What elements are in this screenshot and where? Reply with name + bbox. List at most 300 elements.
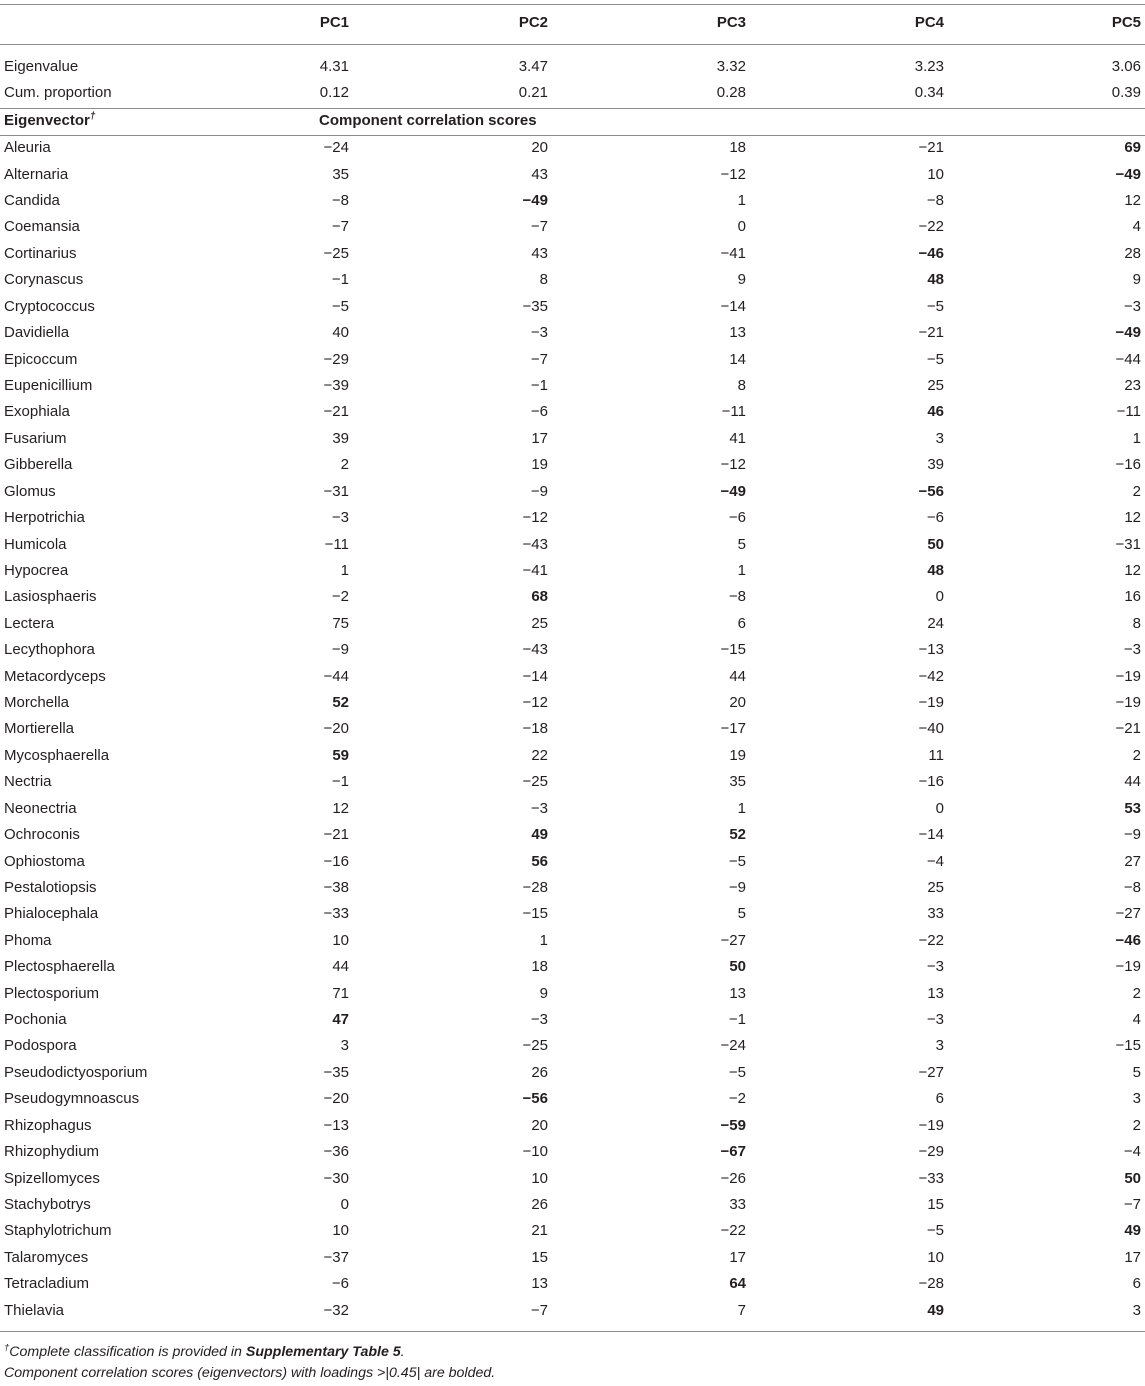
row-label: Morchella [4,694,70,712]
cell-pc5: −8 [1123,878,1141,896]
cell-pc4: 10 [927,1248,944,1266]
cell-pc1: 44 [332,958,349,976]
table-row [0,1007,1145,1033]
cell-pc4: −19 [918,694,944,712]
table-row [0,875,1145,901]
cell-pc3: −9 [728,878,746,896]
cell-pc5: −31 [1115,535,1141,553]
cell-pc1: 0 [340,1196,349,1213]
cell-pc4: −29 [918,1143,944,1161]
table-row [0,294,1145,320]
row-label: Gibberella [4,456,73,474]
footnote-dagger: † [4,1342,10,1354]
table-row [0,1033,1145,1059]
cell-pc1: −5 [331,297,349,315]
cell-pc3: −8 [728,588,746,606]
cell-pc2: 26 [531,1063,548,1081]
cell-pc3: 18 [729,139,746,157]
cell-pc5: 4 [1132,1011,1141,1029]
cell-pc1: 52 [332,694,349,712]
cell-pc4: 3 [935,1037,944,1055]
row-label: Corynascus [4,271,84,289]
cell-pc4: −22 [918,931,944,949]
cell-pc1: −2 [331,588,349,606]
cell-pc5: −19 [1115,694,1141,712]
section-row [0,108,1145,134]
table-row [0,743,1145,769]
cell-pc2: −49 [522,192,548,210]
cell-pc3: 20 [729,694,746,712]
row-label: Podospora [4,1037,77,1055]
row-label: Rhizophagus [4,1116,92,1134]
cell-pc2: 0.21 [518,84,548,102]
cell-pc5: 12 [1124,192,1141,210]
cell-pc2: 10 [531,1169,548,1187]
row-label: Ophiostoma [4,852,85,870]
cell-pc3: −12 [720,165,746,183]
row-label: Humicola [4,535,67,553]
row-label: Herpotrichia [4,509,85,527]
row-label: Glomus [4,482,56,500]
table-row [0,769,1145,795]
cell-pc2: 1 [539,931,548,949]
table-row [0,849,1145,875]
cell-pc5: −16 [1115,456,1141,474]
cell-pc3: −41 [720,244,746,262]
cell-pc5: −4 [1123,1143,1141,1161]
cell-pc4: 6 [935,1090,944,1108]
cell-pc3: 5 [737,905,746,923]
table-row [0,1060,1145,1086]
row-label: Cortinarius [4,244,77,262]
cell-pc2: −15 [522,905,548,923]
row-label: Ochroconis [4,826,80,844]
footnote-2: Component correlation scores (eigenvectors) with loadings >|0.45| are bolded. [4,1365,496,1381]
cell-pc4: 10 [927,165,944,183]
cell-pc1: −32 [323,1301,349,1319]
cell-pc4: −5 [926,350,944,368]
cell-pc1: −21 [323,826,349,844]
cell-pc5: −19 [1115,958,1141,976]
cell-pc1: −21 [323,403,349,421]
cell-pc5: 2 [1132,984,1141,1002]
table-row [0,426,1145,452]
cell-pc2: 8 [539,271,548,289]
cell-pc4: −46 [918,244,944,262]
cell-pc4: −56 [918,482,944,500]
cell-pc4: −6 [926,509,944,527]
table-row [0,452,1145,478]
cell-pc4: −27 [918,1063,944,1081]
cell-pc4: 0.34 [914,84,944,102]
supplementary-reference: Supplementary Table 5 [245,1344,401,1360]
row-label: Lasiosphaeris [4,588,97,606]
cell-pc2: 25 [531,614,548,632]
header-row [0,10,1145,36]
cell-pc3: 7 [737,1301,746,1319]
table-row [0,373,1145,399]
cell-pc2: 22 [531,746,548,764]
cell-pc1: 10 [332,931,349,949]
table-row [0,954,1145,980]
section-span-title: Component correlation scores [319,111,537,129]
table-row [0,532,1145,558]
row-label: Phoma [4,931,52,949]
cell-pc1: 3 [340,1037,349,1055]
cell-pc1: 4.31 [319,58,349,75]
cell-pc1: 12 [332,799,349,817]
cell-pc4: 3.23 [914,58,944,75]
cell-pc2: −6 [530,403,548,421]
cell-pc2: −7 [530,350,548,368]
cell-pc2: 43 [531,244,548,262]
table-row [0,928,1145,954]
cell-pc1: −24 [323,139,349,157]
cell-pc2: −35 [522,297,548,315]
cell-pc4: 0 [935,799,944,817]
cell-pc3: 50 [729,958,746,976]
cell-pc4: −19 [918,1116,944,1134]
cell-pc4: 3 [935,429,944,447]
cell-pc2: −43 [522,641,548,659]
cell-pc2: −7 [530,1301,548,1319]
cell-pc5: 50 [1124,1169,1141,1187]
cell-pc3: 1 [737,561,746,579]
cell-pc4: 13 [927,984,944,1002]
row-label: Cum. proportion [4,84,112,102]
bottom-rule [0,1331,1145,1332]
row-label: Tetracladium [4,1275,90,1293]
row-label: Spizellomyces [4,1169,100,1187]
cell-pc1: −7 [331,218,349,236]
cell-pc3: −22 [720,1222,746,1240]
cell-pc2: −12 [522,694,548,712]
cell-pc3: 33 [729,1196,746,1213]
cell-pc3: −15 [720,641,746,659]
table-row [0,1245,1145,1271]
cell-pc1: 1 [340,561,349,579]
footnote-1: †Complete classification is provided in Supplementary Table 5. [4,1342,405,1360]
header-pc2: PC2 [518,14,548,31]
cell-pc5: −44 [1115,350,1141,368]
cell-pc2: −3 [530,324,548,342]
cell-pc1: 40 [332,324,349,342]
cell-pc4: −42 [918,667,944,685]
row-label: Cryptococcus [4,297,95,315]
cell-pc2: 20 [531,1116,548,1134]
cell-pc4: 0 [935,588,944,606]
cell-pc1: 2 [340,456,349,474]
table-row [0,479,1145,505]
cell-pc5: 27 [1124,852,1141,870]
cell-pc3: −5 [728,852,746,870]
cell-pc4: 48 [927,561,944,579]
table-row [0,637,1145,663]
cell-pc1: 71 [332,984,349,1002]
table-row [0,981,1145,1007]
cell-pc1: −44 [323,667,349,685]
row-label: Nectria [4,773,52,791]
cell-pc5: 2 [1132,746,1141,764]
row-label: Mortierella [4,720,75,738]
table-row [0,901,1145,927]
cell-pc5: 0.39 [1111,84,1141,102]
table-row [0,162,1145,188]
cell-pc4: −5 [926,1222,944,1240]
table-row [0,505,1145,531]
summary-row-eigenvalue [0,54,1145,80]
cell-pc3: 41 [729,429,746,447]
table-row [0,1166,1145,1192]
cell-pc1: 75 [332,614,349,632]
table-row [0,267,1145,293]
cell-pc2: −3 [530,1011,548,1029]
cell-pc2: 21 [531,1222,548,1240]
cell-pc4: 46 [927,403,944,421]
cell-pc5: −11 [1116,403,1141,421]
row-label: Lecythophora [4,641,95,659]
cell-pc4: −3 [926,1011,944,1029]
row-label: Pochonia [4,1011,67,1029]
row-label: Phialocephala [4,905,99,923]
row-label: Candida [4,192,60,210]
cell-pc3: 0 [737,218,746,236]
table-row [0,822,1145,848]
table-row [0,1086,1145,1112]
table-row [0,1298,1145,1324]
cell-pc3: 44 [729,667,746,685]
row-label: Neonectria [4,799,77,817]
cell-pc5: 4 [1132,218,1141,236]
cell-pc2: −14 [522,667,548,685]
cell-pc2: −43 [522,535,548,553]
cell-pc5: −21 [1115,720,1141,738]
cell-pc2: 18 [531,958,548,976]
cell-pc1: 59 [332,746,349,764]
row-label: Eupenicillium [4,376,93,394]
top-rule [0,4,1145,5]
cell-pc3: 13 [729,324,746,342]
cell-pc4: 25 [927,376,944,394]
cell-pc2: −1 [530,376,548,394]
cell-pc4: −8 [926,192,944,210]
cell-pc2: −56 [522,1090,548,1108]
cell-pc4: −21 [918,324,944,342]
cell-pc5: 3 [1132,1090,1141,1108]
cell-pc2: 3.47 [518,58,548,75]
cell-pc5: 5 [1132,1063,1141,1081]
row-label: Hypocrea [4,561,69,579]
cell-pc4: 15 [927,1196,944,1213]
cell-pc2: −12 [522,509,548,527]
dagger-mark: † [89,110,96,122]
cell-pc1: −8 [331,192,349,210]
cell-pc1: 39 [332,429,349,447]
cell-pc5: 23 [1124,376,1141,394]
cell-pc5: 8 [1132,614,1141,632]
cell-pc4: −33 [918,1169,944,1187]
cell-pc2: 19 [531,456,548,474]
table-row [0,135,1145,161]
cell-pc4: 33 [927,905,944,923]
cell-pc1: −11 [324,535,349,553]
cell-pc3: 1 [737,192,746,210]
header-pc4: PC4 [914,14,944,31]
cell-pc5: 28 [1124,244,1141,262]
table-row [0,796,1145,822]
cell-pc5: 53 [1124,799,1141,817]
cell-pc2: −9 [530,482,548,500]
cell-pc1: −9 [331,641,349,659]
cell-pc1: −1 [331,773,349,791]
cell-pc5: 69 [1124,139,1141,157]
cell-pc5: −3 [1123,297,1141,315]
cell-pc5: 12 [1124,561,1141,579]
cell-pc1: 0.12 [319,84,349,102]
cell-pc5: 3 [1132,1301,1141,1319]
row-label: Alternaria [4,165,69,183]
cell-pc4: −3 [926,958,944,976]
cell-pc3: −12 [720,456,746,474]
cell-pc1: −33 [323,905,349,923]
cell-pc3: 19 [729,746,746,764]
row-label: Mycosphaerella [4,746,110,764]
cell-pc3: 6 [737,614,746,632]
cell-pc1: −1 [331,271,349,289]
cell-pc4: 25 [927,878,944,896]
cell-pc4: −40 [918,720,944,738]
cell-pc2: 13 [531,1275,548,1293]
row-label: Pseudodictyosporium [4,1063,148,1081]
cell-pc4: −14 [918,826,944,844]
cell-pc1: −31 [323,482,349,500]
table-row [0,320,1145,346]
cell-pc1: −30 [323,1169,349,1187]
table-row [0,1113,1145,1139]
cell-pc4: 11 [928,746,944,764]
cell-pc2: −18 [522,720,548,738]
row-label: Plectosphaerella [4,958,115,976]
cell-pc3: 13 [729,984,746,1002]
cell-pc1: −39 [323,376,349,394]
table-row [0,214,1145,240]
row-label: Aleuria [4,139,51,157]
cell-pc3: 8 [737,376,746,394]
table-row [0,558,1145,584]
cell-pc3: −59 [720,1116,746,1134]
row-label: Thielavia [4,1301,65,1319]
header-pc3: PC3 [716,14,746,31]
cell-pc3: −24 [720,1037,746,1055]
table-row [0,716,1145,742]
cell-pc2: −10 [522,1143,548,1161]
cell-pc5: 9 [1132,271,1141,289]
cell-pc5: −7 [1123,1196,1141,1213]
cell-pc2: 68 [531,588,548,606]
cell-pc4: 49 [927,1301,944,1319]
cell-pc1: −20 [323,720,349,738]
row-label: Exophiala [4,403,70,421]
cell-pc3: −26 [720,1169,746,1187]
row-label: Talaromyces [4,1248,89,1266]
cell-pc5: −49 [1115,165,1141,183]
cell-pc5: 3.06 [1111,58,1141,75]
row-label: Metacordyceps [4,667,106,685]
row-label: Plectosporium [4,984,100,1002]
cell-pc4: −21 [918,139,944,157]
cell-pc1: −6 [331,1275,349,1293]
cell-pc5: −46 [1115,931,1141,949]
cell-pc4: 24 [927,614,944,632]
table-row [0,584,1145,610]
row-label: Staphylotrichum [4,1222,112,1240]
cell-pc4: −22 [918,218,944,236]
row-label: Rhizophydium [4,1143,100,1161]
cell-pc1: −13 [323,1116,349,1134]
cell-pc3: −2 [728,1090,746,1108]
cell-pc5: −19 [1115,667,1141,685]
cell-pc3: −11 [721,403,746,421]
cell-pc3: −17 [720,720,746,738]
table-row [0,690,1145,716]
cell-pc5: −9 [1123,826,1141,844]
cell-pc5: 44 [1124,773,1141,791]
cell-pc4: 48 [927,271,944,289]
cell-pc2: 17 [531,429,548,447]
cell-pc1: −35 [323,1063,349,1081]
cell-pc3: −5 [728,1063,746,1081]
cell-pc5: −27 [1115,905,1141,923]
cell-pc5: 16 [1124,588,1141,606]
cell-pc1: −36 [323,1143,349,1161]
row-label: Eigenvalue [4,58,79,75]
cell-pc3: 0.28 [716,84,746,102]
cell-pc3: 5 [737,535,746,553]
cell-pc3: 9 [737,271,746,289]
cell-pc5: 49 [1124,1222,1141,1240]
cell-pc5: 1 [1132,429,1141,447]
cell-pc5: −15 [1115,1037,1141,1055]
cell-pc1: −37 [323,1248,349,1266]
row-label: Davidiella [4,324,70,342]
cell-pc4: −28 [918,1275,944,1293]
cell-pc5: 12 [1124,509,1141,527]
table-row [0,611,1145,637]
cell-pc3: −67 [720,1143,746,1161]
row-label: Epicoccum [4,350,78,368]
cell-pc3: −27 [720,931,746,949]
cell-pc1: −25 [323,244,349,262]
cell-pc5: 17 [1124,1248,1141,1266]
cell-pc4: −16 [918,773,944,791]
table-row [0,1271,1145,1297]
summary-row-cum-proportion [0,80,1145,106]
cell-pc2: −25 [522,773,548,791]
table-row [0,1218,1145,1244]
cell-pc4: −5 [926,297,944,315]
table-row [0,1139,1145,1165]
cell-pc1: −20 [323,1090,349,1108]
table-row [0,399,1145,425]
table-row [0,1192,1145,1218]
table-row [0,241,1145,267]
cell-pc4: 50 [927,535,944,553]
cell-pc4: 39 [927,456,944,474]
table-row [0,188,1145,214]
cell-pc1: −3 [331,509,349,527]
cell-pc3: −49 [720,482,746,500]
cell-pc2: −25 [522,1037,548,1055]
